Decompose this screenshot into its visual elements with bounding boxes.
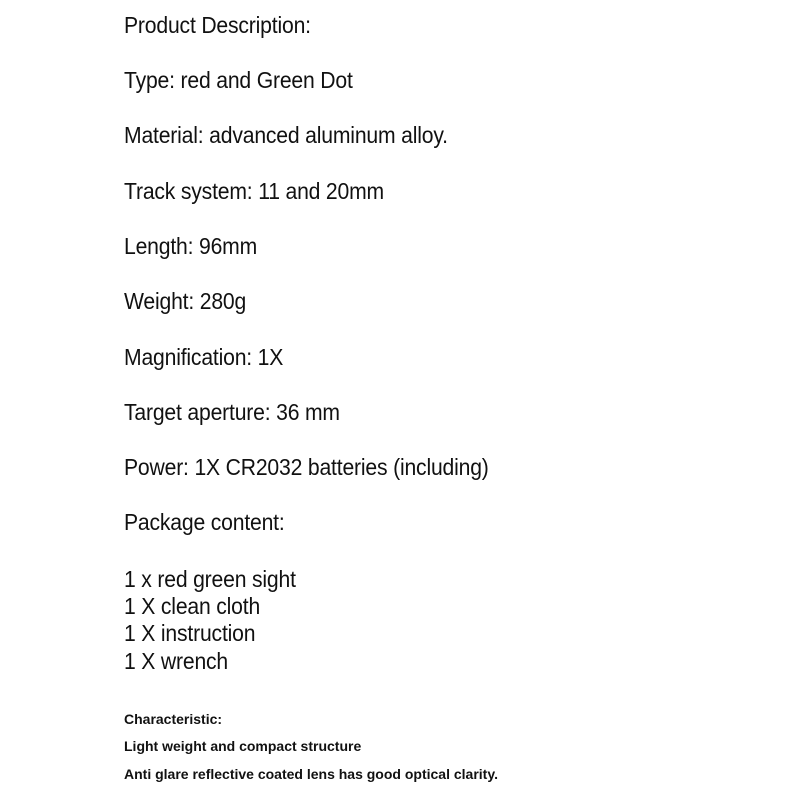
power-spec: Power: 1X CR2032 batteries (including) (124, 454, 489, 480)
material-spec: Material: advanced aluminum alloy. (124, 122, 448, 148)
package-item: 1 X wrench (124, 648, 229, 674)
type-spec: Type: red and Green Dot (124, 67, 353, 93)
track-system-spec: Track system: 11 and 20mm (124, 178, 384, 204)
characteristic-heading: Characteristic: (124, 711, 223, 727)
product-description-heading: Product Description: (124, 12, 311, 38)
package-item: 1 X instruction (124, 620, 256, 646)
target-aperture-spec: Target aperture: 36 mm (124, 399, 340, 425)
package-item: 1 x red green sight (124, 566, 296, 592)
package-item: 1 X clean cloth (124, 593, 261, 619)
package-content-heading: Package content: (124, 509, 285, 535)
length-spec: Length: 96mm (124, 233, 258, 259)
magnification-spec: Magnification: 1X (124, 344, 284, 370)
characteristic-item: Light weight and compact structure (124, 738, 362, 754)
weight-spec: Weight: 280g (124, 288, 247, 314)
characteristic-item: Anti glare reflective coated lens has good optical clarity. (124, 766, 498, 782)
